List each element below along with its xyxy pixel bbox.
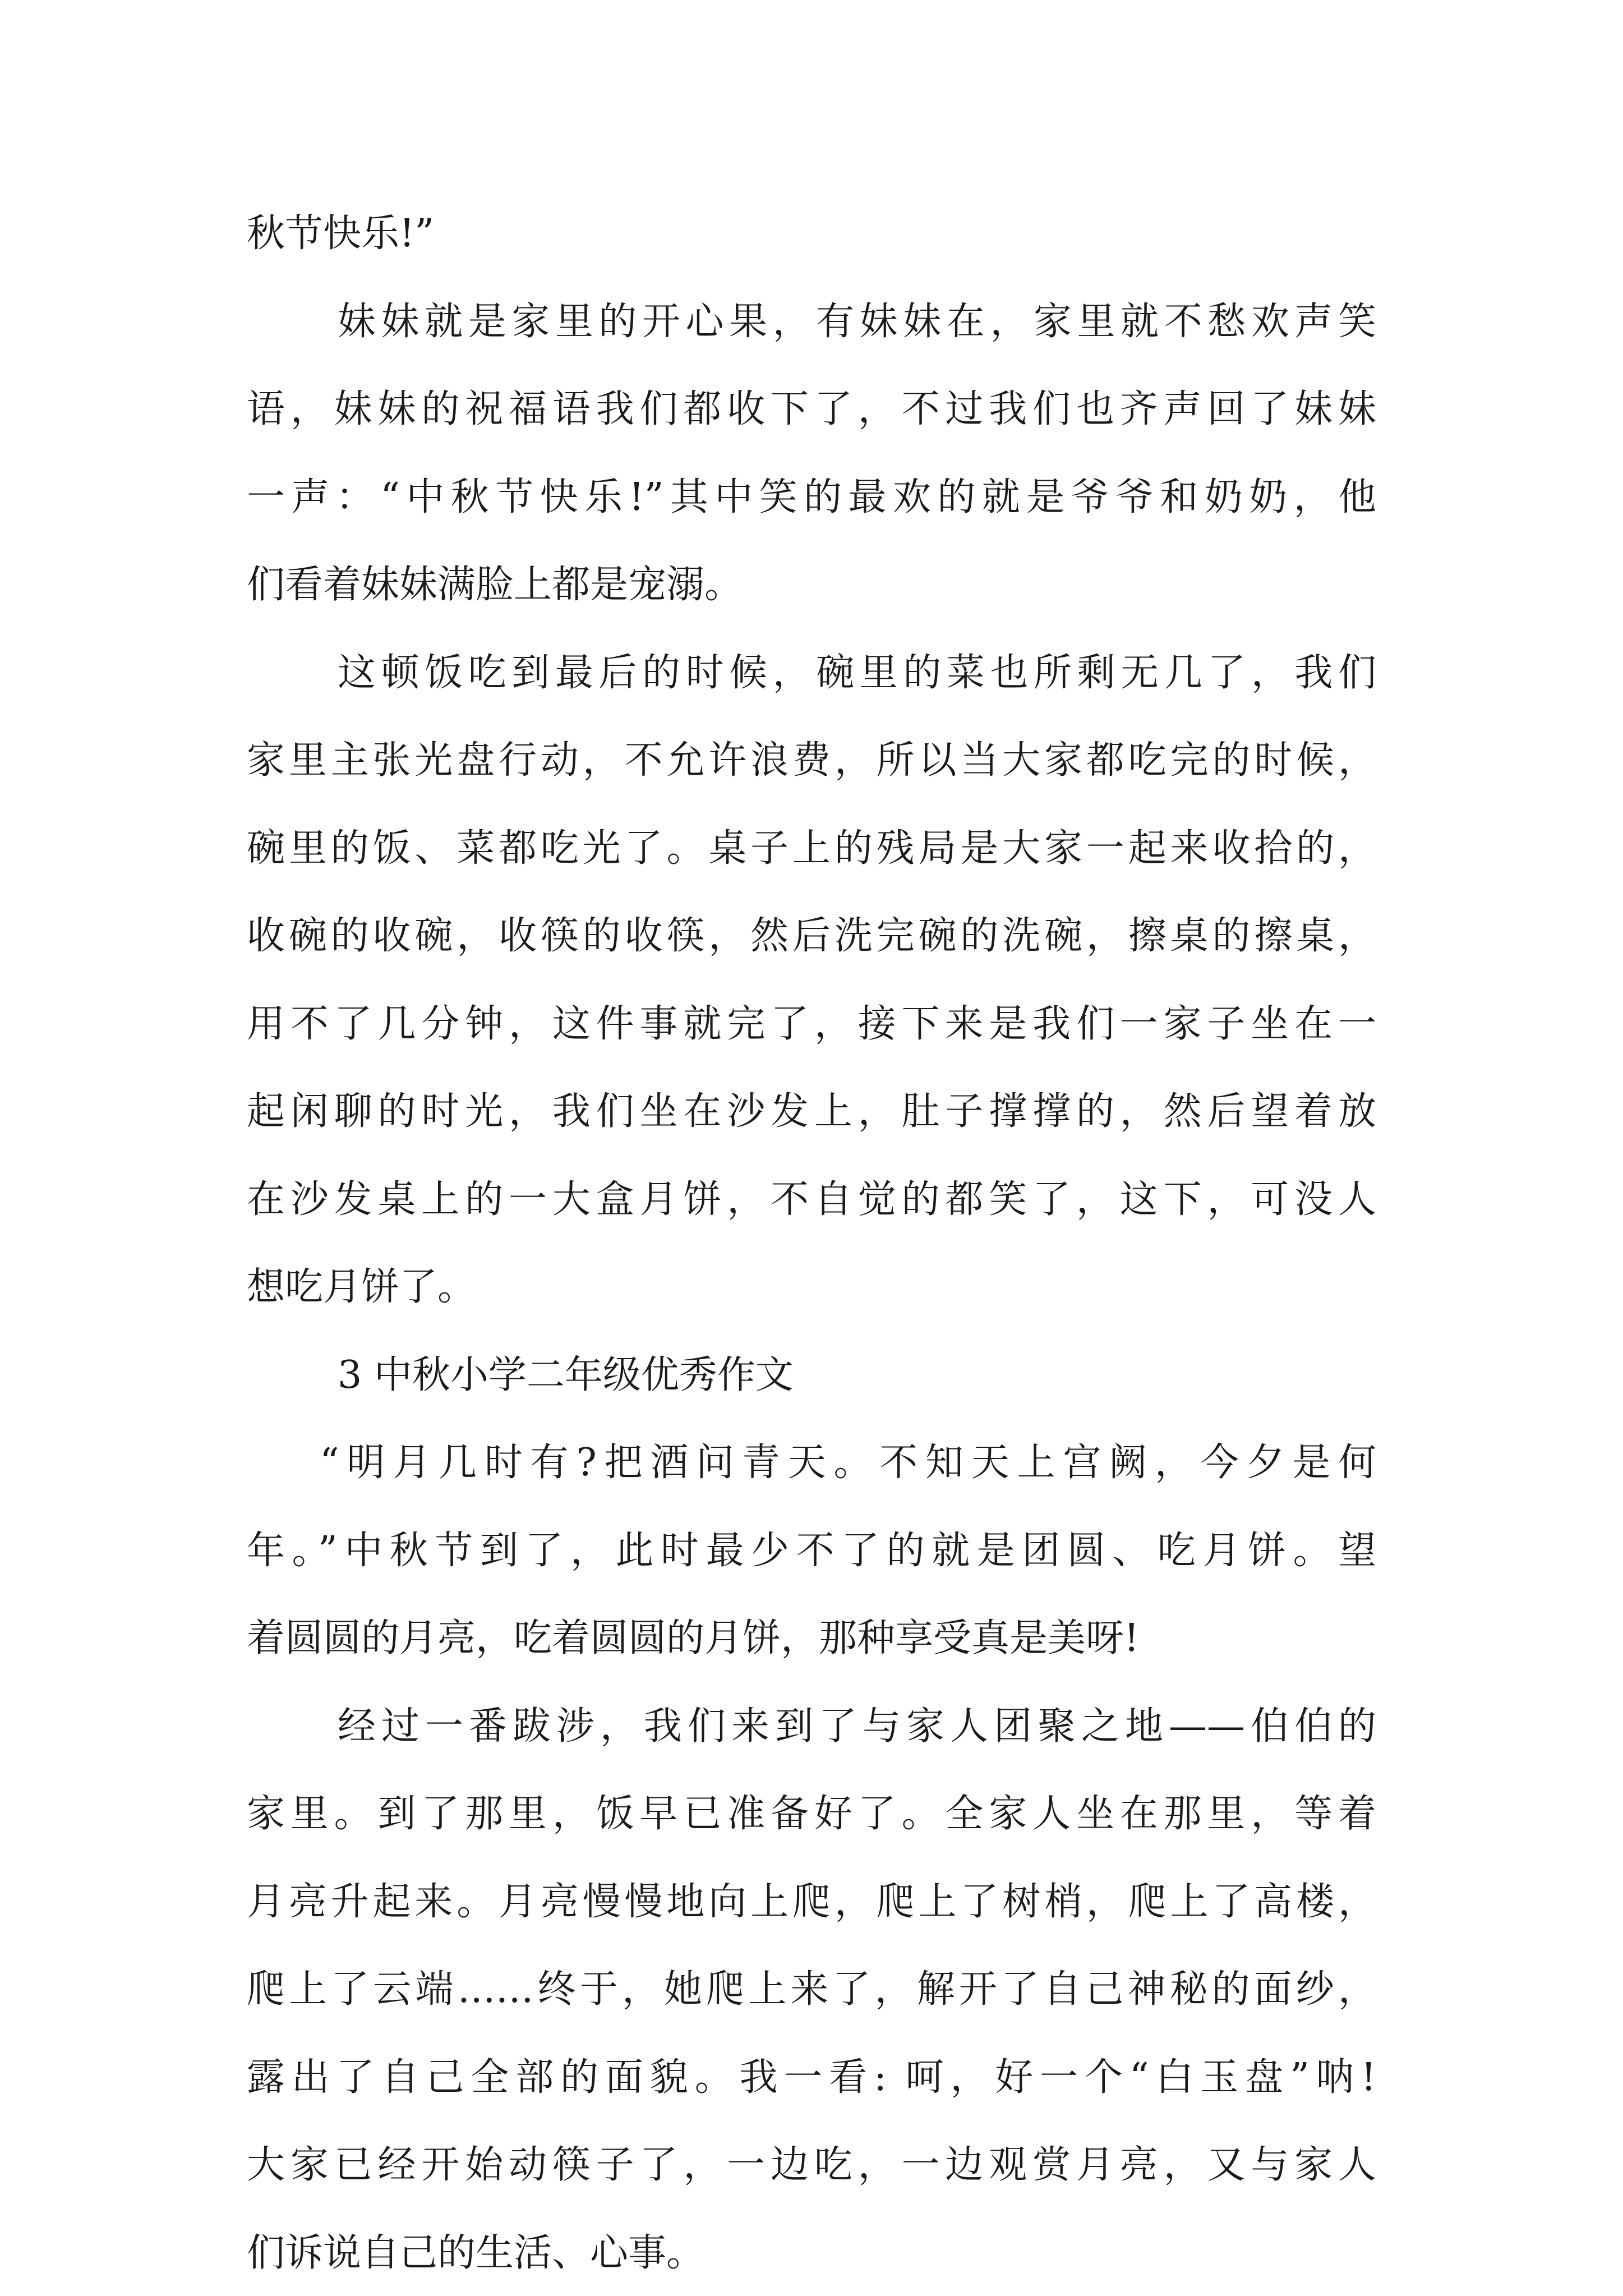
text-line: 大家已经开始动筷子了，一边吃，一边观赏月亮，又与家人 (247, 2143, 1376, 2187)
text-line: 碗里的饭、菜都吃光了。桌子上的残局是大家一起来收拾的， (247, 826, 1376, 871)
text-line: 露出了自己全部的面貌。我一看: 呵，好一个“白玉盘”呐! (247, 2055, 1376, 2100)
paragraph-first-line: “明月几时有?把酒问青天。不知天上宫阙，今夕是何 (320, 1441, 1376, 1485)
text-line: 秋节快乐!” (247, 211, 435, 256)
text-line: 爬上了云端……终于，她爬上来了，解开了自己神秘的面纱， (247, 1967, 1376, 2012)
paragraph-first-line: 这顿饭吃到最后的时候，碗里的菜也所剩无几了，我们 (338, 651, 1376, 695)
text-line: 月亮升起来。月亮慢慢地向上爬，爬上了树梢，爬上了高楼， (247, 1880, 1376, 1924)
text-line: 一声：“中秋节快乐!”其中笑的最欢的就是爷爷和奶奶，他 (247, 475, 1376, 519)
text-line: 年。”中秋节到了，此时最少不了的就是团圆、吃月饼。望 (247, 1529, 1376, 1573)
text-line: 想吃月饼了。 (247, 1265, 476, 1309)
text-line: 们看着妹妹满脸上都是宠溺。 (247, 563, 743, 607)
text-line: 语，妹妹的祝福语我们都收下了，不过我们也齐声回了妹妹 (247, 387, 1376, 431)
text-line: 家里主张光盘行动，不允许浪费，所以当大家都吃完的时候， (247, 738, 1376, 783)
text-line: 起闲聊的时光，我们坐在沙发上，肚子撑撑的，然后望着放 (247, 1089, 1376, 1134)
text-line: 家里。到了那里，饭早已准备好了。全家人坐在那里，等着 (247, 1792, 1376, 1836)
text-line: 着圆圆的月亮，吃着圆圆的月饼，那种享受真是美呀! (247, 1616, 1140, 1660)
text-line: 收碗的收碗，收筷的收筷，然后洗完碗的洗碗，擦桌的擦桌， (247, 914, 1376, 958)
text-line: 在沙发桌上的一大盒月饼，不自觉的都笑了，这下，可没人 (247, 1177, 1376, 1222)
paragraph-first-line: 经过一番跋涉，我们来到了与家人团聚之地——伯伯的 (338, 1704, 1376, 1749)
paragraph-first-line: 妹妹就是家里的开心果，有妹妹在，家里就不愁欢声笑 (338, 300, 1376, 344)
text-line: 们诉说自己的生活、心事。 (247, 2231, 705, 2275)
section-heading: 3 中秋小学二年级优秀作文 (338, 1353, 794, 1397)
text-line: 用不了几分钟，这件事就完了，接下来是我们一家子坐在一 (247, 1002, 1376, 1046)
